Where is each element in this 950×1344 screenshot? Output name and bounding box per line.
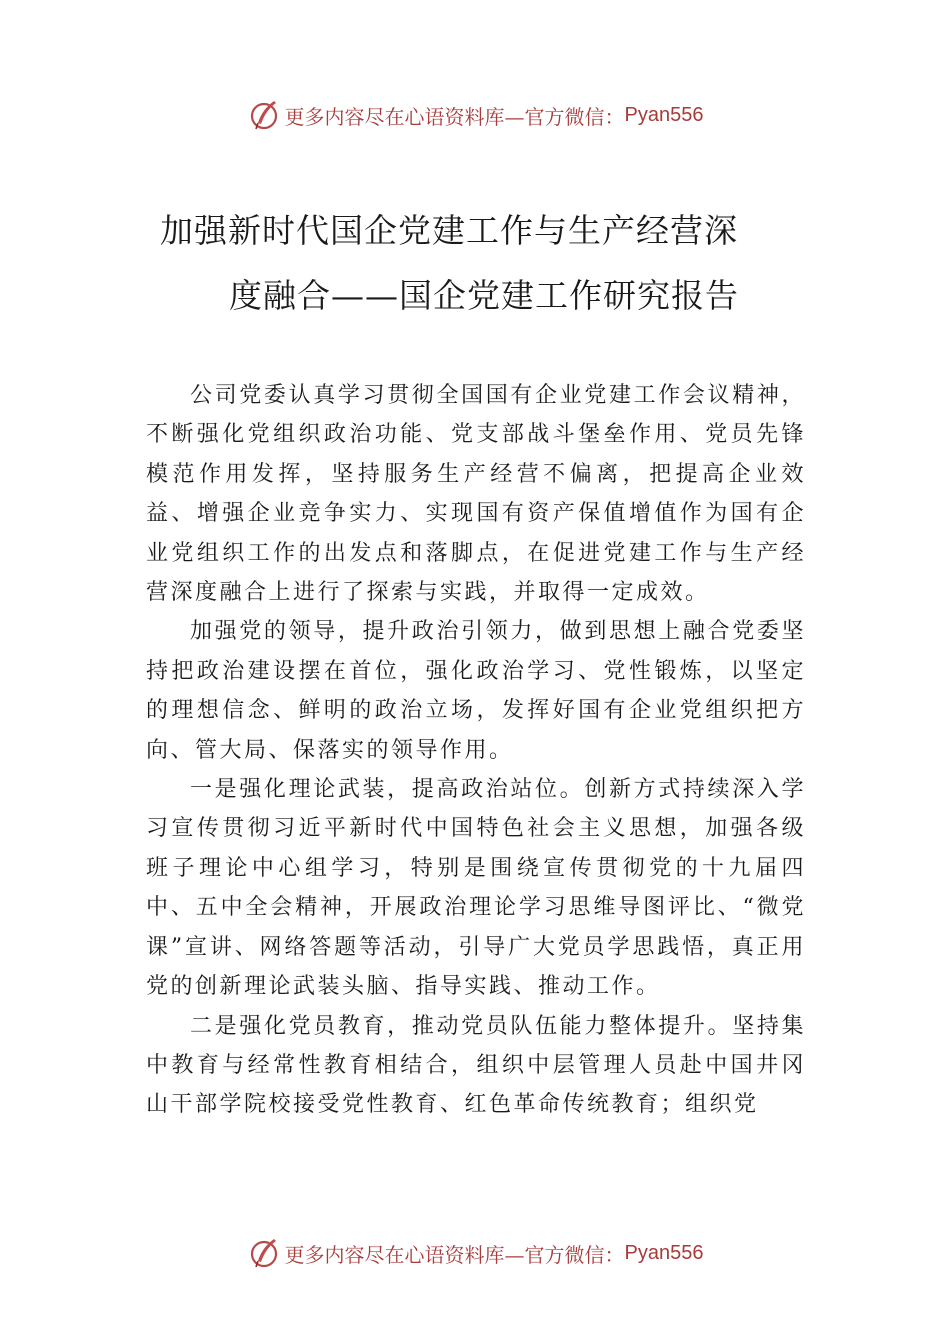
document-title-line-2: 度融合——国企党建工作研究报告 bbox=[229, 276, 739, 315]
watermark-text: 更多内容尽在心语资料库—官方微信： bbox=[284, 1242, 625, 1267]
document-title-line-1: 加强新时代国企党建工作与生产经营深 bbox=[160, 211, 738, 250]
body-paragraph: 二是强化党员教育，推动党员队伍能力整体提升。坚持集中教育与经常性教育相结合，组织中层管理人员赴中国井冈山干部学院校接受党性教育、红色革命传统教育；组织党 bbox=[146, 1013, 806, 1118]
header-watermark bbox=[0, 95, 950, 135]
quill-pen-logo-icon bbox=[247, 98, 281, 132]
body-paragraph: 一是强化理论武装，提高政治站位。创新方式持续深入学习宣传贯彻习近平新时代中国特色社会主义思想，加强各级班子理论中心组学习，特别是围绕宣传贯彻党的十九届四中、五中全会精神，开展政治理论学习思维导图评比、“微党课”宣讲、网络答题等活动，引导广大党员学思践悟，真正用党的创新理论武装头脑、指导实践、推动工作。 bbox=[146, 777, 806, 1000]
wechat-id: Pyan556 bbox=[624, 1241, 704, 1264]
body-paragraph: 公司党委认真学习贯彻全国国有企业党建工作会议精神，不断强化党组织政治功能、党支部战斗堡垒作用、党员先锋模范作用发挥，坚持服务生产经营不偏离，把提高企业效益、增强企业竞争实力、实现国有资产保值增值作为国有企业党组织工作的出发点和落脚点，在促进党建工作与生产经营深度融合上进行了探索与实践，并取得一定成效。 bbox=[146, 383, 806, 606]
body-paragraph: 加强党的领导，提升政治引领力，做到思想上融合党委坚持把政治建设摆在首位，强化政治学习、党性锻炼，以坚定的理想信念、鲜明的政治立场，发挥好国有企业党组织把方向、管大局、保落实的领导作用。 bbox=[146, 619, 806, 763]
document-body bbox=[146, 376, 806, 1125]
footer-watermark bbox=[0, 1233, 950, 1273]
quill-pen-logo-icon bbox=[247, 1236, 281, 1270]
watermark-text: 更多内容尽在心语资料库—官方微信： bbox=[284, 104, 625, 129]
wechat-id: Pyan556 bbox=[624, 103, 704, 126]
